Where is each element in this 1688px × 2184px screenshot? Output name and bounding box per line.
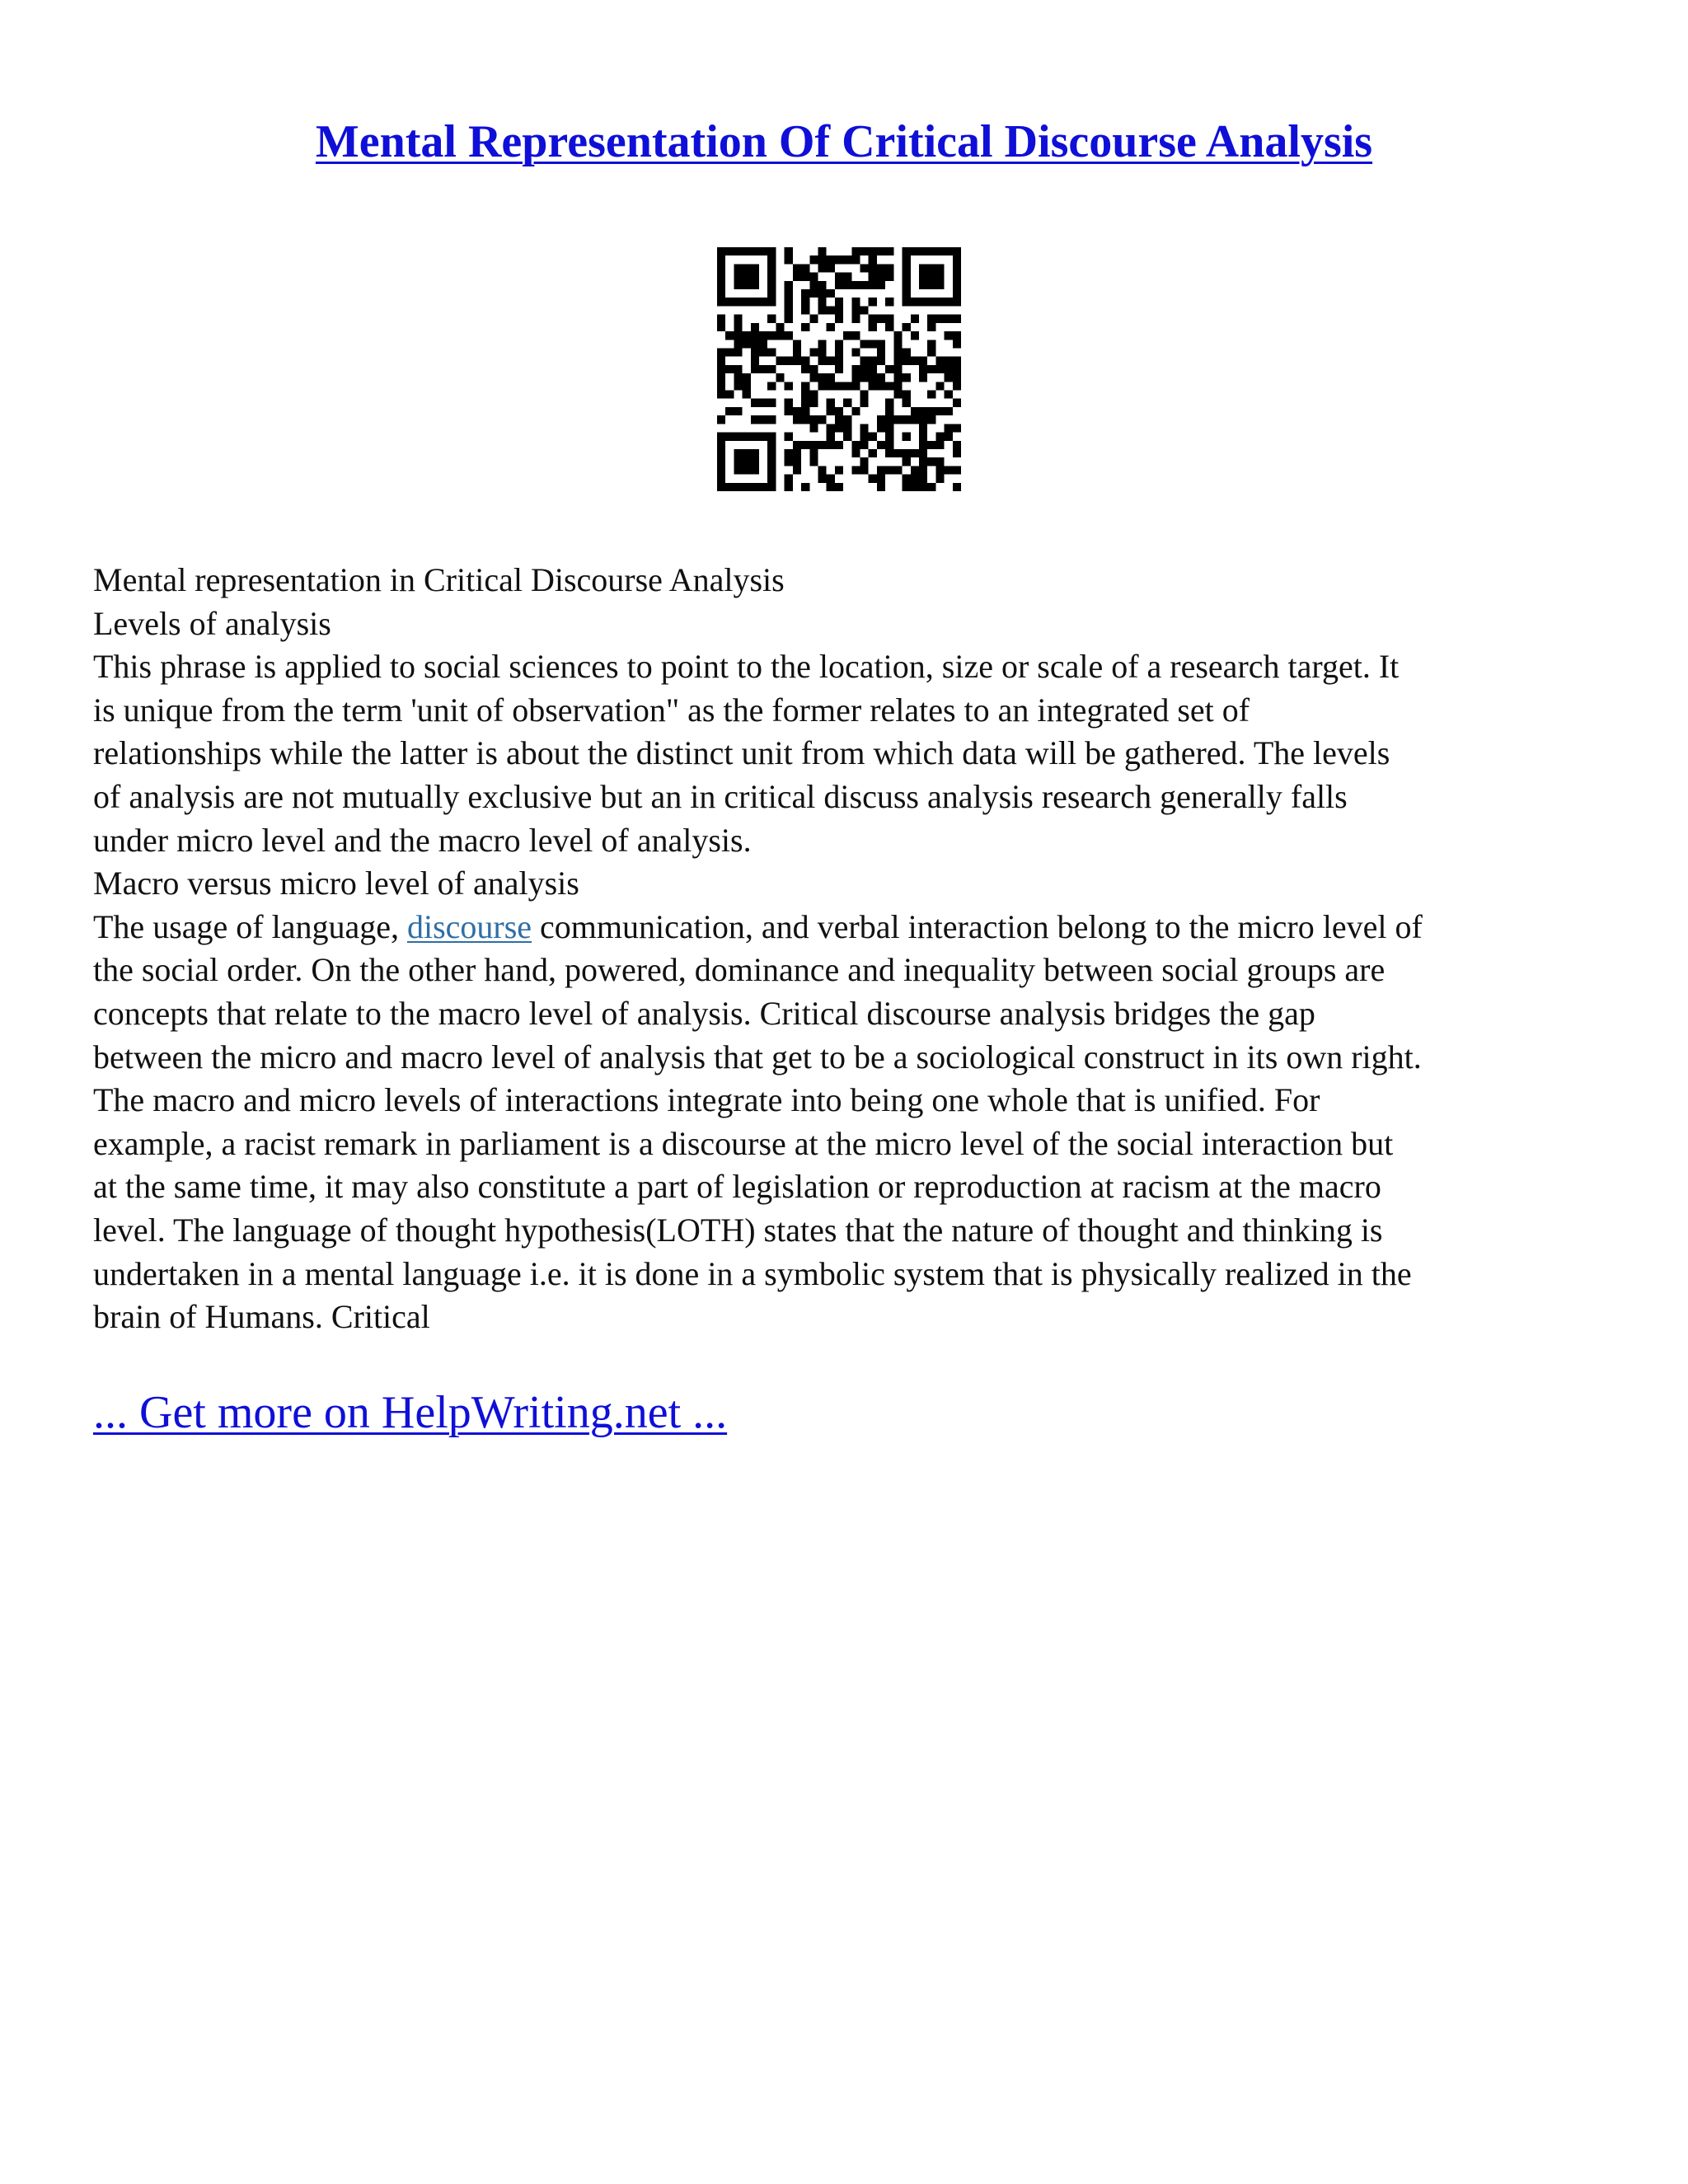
article-line: of analysis are not mutually exclusive but an in critical discuss analysis research generally falls [93,777,1348,815]
article-line: Mental representation in Critical Discourse Analysis [93,561,785,598]
article-line: relationships while the latter is about the distinct unit from which data will be gathered. The levels [93,734,1390,772]
line-text: communication, and verbal interaction belong to the micro level of [532,907,1423,945]
article-line: level. The language of thought hypothesis(LOTH) states that the nature of thought and thinking is [93,1211,1383,1249]
article-line: between the micro and macro level of analysis that get to be a sociological construct in its own right. [93,1038,1422,1076]
article-line: The macro and micro levels of interactions integrate into being one whole that is unified. For [93,1081,1320,1119]
article-line [93,906,1601,949]
article-line: is unique from the term 'unit of observation" as the former relates to an integrated set of [93,691,1250,729]
article-line: This phrase is applied to social sciences to point to the location, size or scale of a research target. It [93,648,1400,686]
get-more-link[interactable]: ... Get more on HelpWriting.net ... [93,1387,728,1438]
article-line: under micro level and the macro level of analysis. [93,821,752,859]
article-line: the social order. On the other hand, powered, dominance and inequality between social groups are [93,951,1386,989]
article-line: undertaken in a mental language i.e. it is done in a symbolic system that is physically realized in the [93,1254,1412,1292]
article-line: example, a racist remark in parliament is a discourse at the micro level of the social interaction but [93,1124,1394,1162]
line-text: The usage of language, [93,907,407,945]
article-line: Levels of analysis [93,604,331,642]
document-title-link[interactable]: Mental Representation Of Critical Discourse Analysis [315,116,1373,167]
article-line: at the same time, it may also constitute a part of legislation or reproduction at racism at the macro [93,1168,1381,1206]
discourse-link[interactable]: discourse [406,907,532,945]
article-line: brain of Humans. Critical [93,1298,430,1336]
title-container [0,115,1688,168]
article-body [93,559,1601,1339]
article-line: Macro versus micro level of analysis [93,865,579,902]
article-line: concepts that relate to the macro level of analysis. Critical discourse analysis bridges the gap [93,994,1315,1032]
qr-code-icon [717,247,961,491]
